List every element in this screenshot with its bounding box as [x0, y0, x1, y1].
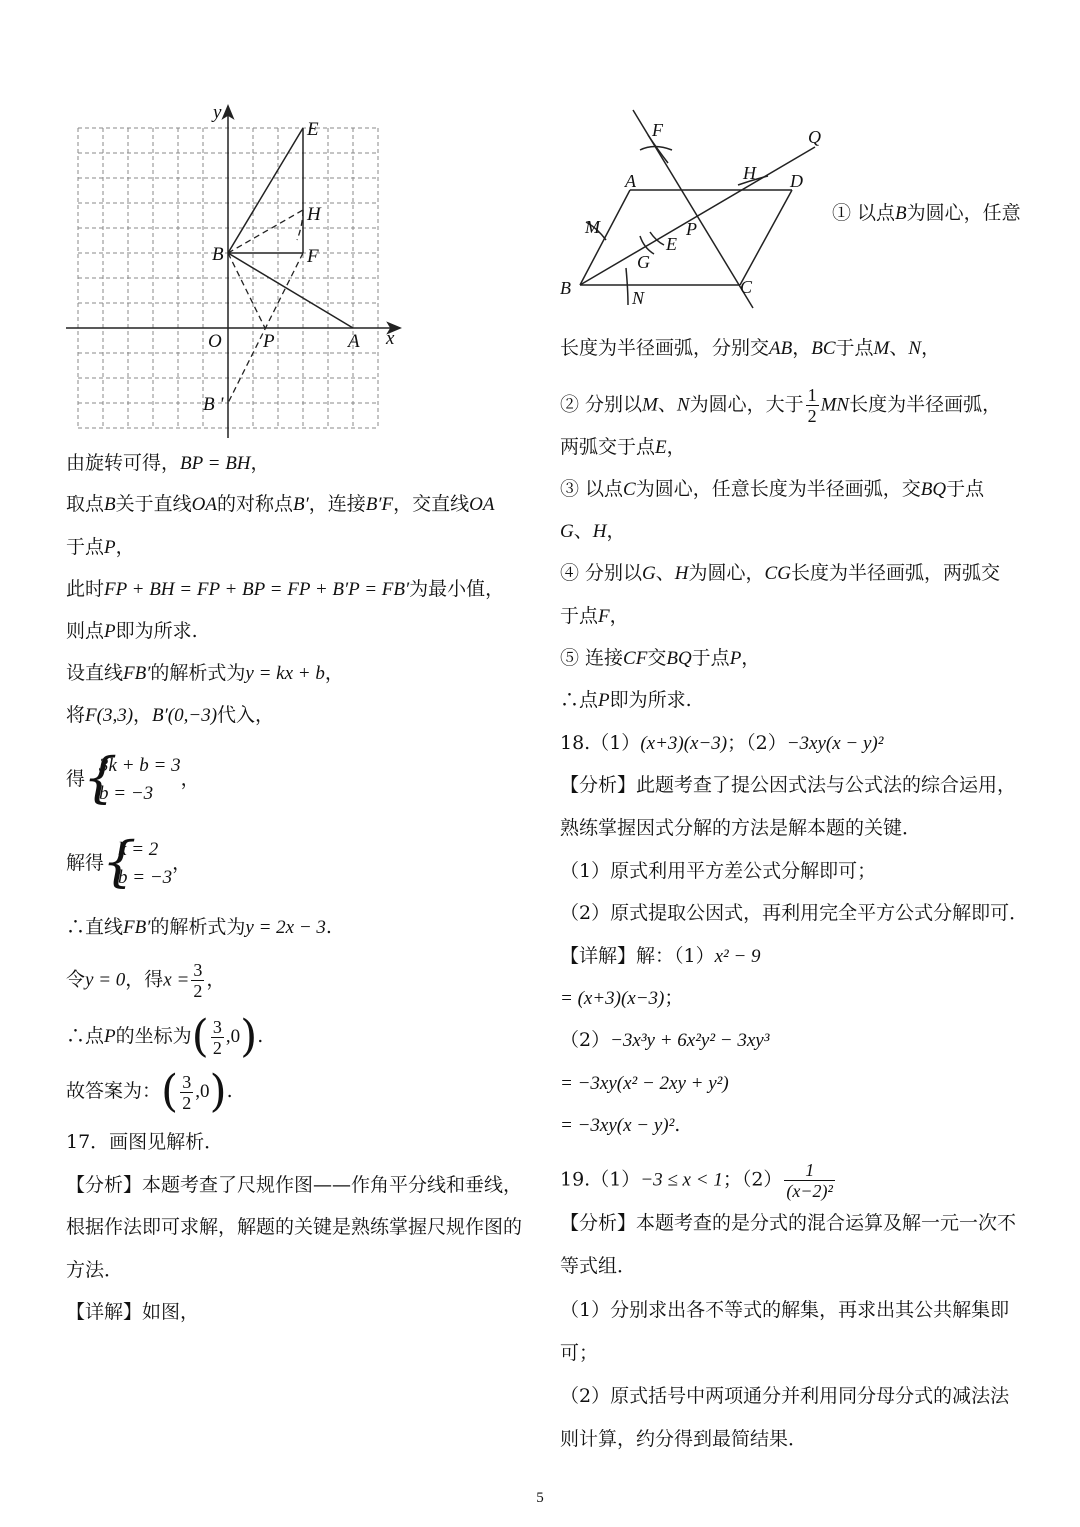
math: BQ [920, 479, 947, 500]
paren: ) [209, 1066, 227, 1117]
math: P [104, 1026, 116, 1047]
math: AB [769, 338, 793, 359]
math: y = kx + b [245, 663, 325, 684]
label-P: P [263, 331, 275, 352]
left-line-15: 【分析】本题考查了尺规作图——作角平分线和垂线， [66, 1174, 523, 1196]
math: P [104, 537, 116, 558]
text: 的解析式为 [150, 662, 246, 684]
text: 、 [573, 520, 593, 542]
label-B: B [212, 244, 224, 265]
text: ， [606, 520, 626, 542]
right-line-8 [560, 646, 760, 671]
right-line-21: 【分析】本题考查的是分式的混合运算及解一元一次不 [560, 1212, 1017, 1234]
math: N [676, 394, 690, 416]
label-A: A [348, 331, 360, 352]
math: P [104, 621, 116, 642]
left-line-10 [66, 915, 332, 940]
page-number: 5 [536, 1490, 544, 1506]
right-line-4 [560, 477, 984, 502]
equation: b = −3 [99, 783, 154, 804]
text: ，得 [125, 968, 164, 991]
label-B: B [560, 278, 571, 298]
text: ④ 分别以 [560, 562, 643, 584]
text: ① 以点 [832, 202, 896, 224]
equation: b = −3 [118, 867, 173, 888]
text: . [226, 1080, 233, 1102]
right-line-16 [560, 986, 683, 1011]
right-line-7 [560, 604, 629, 629]
math: = −3xy(x² − 2xy + y²) [560, 1073, 729, 1094]
text: ， [180, 768, 200, 790]
text: ， [250, 452, 270, 474]
math: x² − 9 [714, 946, 761, 967]
text: ∴点 [66, 1025, 105, 1047]
text: ， [741, 647, 761, 669]
math: x = [163, 969, 190, 991]
parallelogram-construction-figure [550, 100, 840, 315]
left-line-12 [66, 1011, 264, 1062]
text: 将 [66, 704, 86, 726]
math: = −3xy(x − y)² [560, 1115, 675, 1136]
left-line-16: 根据作法即可求解，解题的关键是熟练掌握尺规作图的 [66, 1216, 523, 1238]
label-A: A [625, 171, 636, 191]
text: 由旋转可得， [66, 452, 181, 474]
math: (x+3)(x−3) [640, 733, 728, 754]
text: 于点 [835, 337, 874, 359]
numerator: 1 [784, 1160, 835, 1181]
right-line-5 [560, 519, 626, 544]
dashed-construction [228, 210, 303, 403]
math: BC [811, 338, 836, 359]
math: −3xy(x − y)² [786, 733, 884, 754]
right-line-18 [560, 1071, 729, 1096]
math: ,0 [225, 1026, 241, 1047]
label-D: D [790, 171, 803, 191]
math: M [642, 394, 658, 416]
text: 即为所求. [115, 620, 198, 642]
text: 为最小值， [409, 578, 505, 600]
text: ， [324, 662, 344, 684]
paren: ( [191, 1011, 209, 1062]
text: 18.（1） [560, 732, 641, 754]
fraction [180, 1072, 193, 1113]
math: E [655, 437, 667, 458]
left-line-17: 方法． [66, 1259, 124, 1281]
text: 、 [889, 337, 909, 359]
label-M: M [585, 217, 600, 237]
right-line-24: 可； [560, 1342, 599, 1364]
text: ② 分别以 [560, 393, 643, 416]
text: 长度为半径画弧，分别交 [560, 337, 770, 359]
equation-system [106, 836, 172, 892]
math: B′ [292, 494, 309, 515]
right-line-2 [560, 385, 1001, 426]
label-N: N [632, 288, 645, 308]
math: B [104, 494, 116, 515]
label-F: F [652, 120, 663, 140]
text: 为圆心，大于 [689, 393, 804, 416]
label-F: F [307, 246, 319, 267]
right-line-14: （2）原式提取公因式，再利用完全平方公式分解即可． [560, 902, 1029, 924]
right-line-17 [560, 1028, 769, 1053]
label-C: C [740, 277, 753, 297]
text: ， [133, 704, 153, 726]
left-line-2 [66, 492, 494, 517]
text: 则点 [66, 620, 105, 642]
left-line-13 [66, 1066, 233, 1117]
fraction [191, 960, 204, 1001]
construction-lines [580, 110, 815, 308]
label-G: G [637, 252, 650, 272]
left-line-14: 17．画图见解析． [66, 1131, 224, 1153]
text: . [325, 916, 332, 938]
text: 解得 [66, 852, 105, 874]
math: CG [764, 563, 791, 584]
math: G [560, 521, 574, 542]
numerator: 1 [807, 385, 817, 405]
paren: ) [240, 1011, 258, 1062]
math: CF [623, 648, 648, 669]
text: 得 [66, 768, 86, 790]
text: 故答案为： [66, 1080, 162, 1102]
text: 、 [657, 393, 677, 416]
text: 19.（1） [560, 1168, 641, 1191]
label-x: x [386, 328, 395, 349]
label-y: y [213, 102, 222, 123]
label-H: H [743, 163, 756, 183]
math: FP + BH = FP + BP = FP + B′P = FB′ [104, 579, 410, 600]
fraction [784, 1160, 835, 1201]
math: OA [191, 494, 217, 515]
right-line-13: （1）原式利用平方差公式分解即可； [560, 860, 877, 882]
text: 、 [655, 562, 675, 584]
left-line-1 [66, 451, 270, 476]
numerator: 3 [182, 1071, 192, 1092]
text: 于点 [691, 647, 730, 669]
text: ；（2） [727, 732, 787, 754]
math: FB′ [123, 917, 151, 938]
denominator: 2 [807, 406, 817, 426]
label-B-prime: B ' [203, 394, 224, 415]
text: ， [172, 852, 192, 874]
math: −3x³y + 6x²y² − 3xy³ [610, 1030, 770, 1051]
axes [66, 106, 400, 438]
text: 两弧交于点 [560, 436, 656, 458]
math: G [642, 563, 656, 584]
text: 为圆心，任意 [906, 202, 1021, 224]
left-line-11 [66, 960, 225, 1001]
right-line-23: （1）分别求出各不等式的解集，再求出其公共解集即 [560, 1299, 1010, 1321]
math: F(3,3) [85, 705, 134, 726]
math: FB′ [123, 663, 151, 684]
text: 关于直线 [115, 493, 192, 515]
math: B′F [365, 494, 394, 515]
text: 的对称点 [216, 493, 293, 515]
denominator: 2 [193, 981, 203, 1001]
text: ， [609, 605, 629, 627]
label-E: E [666, 234, 677, 254]
left-line-9-system [66, 836, 191, 892]
text: ，连接 [308, 493, 366, 515]
left-line-5 [66, 619, 198, 644]
math: OA [469, 494, 495, 515]
text: 于点 [946, 478, 985, 500]
text: 交 [647, 647, 667, 669]
text: . [674, 1114, 681, 1136]
right-line-1 [560, 336, 940, 361]
math: F [598, 606, 610, 627]
right-line-11: 【分析】此题考查了提公因式法与公式法的综合运用， [560, 774, 1017, 796]
math: BP = BH [180, 453, 251, 474]
left-line-7 [66, 703, 274, 728]
text: ；（2） [722, 1168, 783, 1191]
text: 为圆心， [688, 562, 765, 584]
right-line-3 [560, 435, 686, 460]
text: ， [921, 337, 941, 359]
text: ， [666, 436, 686, 458]
math: BQ [666, 648, 692, 669]
text: 的解析式为 [150, 916, 246, 938]
text: ∴直线 [66, 916, 124, 938]
math: ,0 [195, 1081, 210, 1102]
text: 代入， [217, 704, 275, 726]
text: ， [115, 536, 135, 558]
text: ， [792, 337, 812, 359]
math: = (x+3)(x−3) [560, 988, 665, 1009]
math: C [623, 479, 636, 500]
equation: { 3k + b = 3 [99, 755, 181, 776]
text: 长度为半径画弧， [849, 393, 1002, 416]
text: ∴点 [560, 689, 599, 711]
text: 的坐标为 [115, 1025, 192, 1047]
text: （2） [560, 1029, 611, 1051]
math: H [674, 563, 689, 584]
math: y = 0 [85, 969, 126, 991]
label-P: P [686, 219, 697, 239]
left-line-4 [66, 577, 504, 602]
text: 于点 [560, 605, 599, 627]
math: M [873, 338, 890, 359]
text: ； [664, 987, 684, 1009]
numerator: 3 [212, 1016, 222, 1037]
text: 令 [66, 968, 86, 991]
coordinate-grid-figure [60, 95, 410, 445]
math: H [592, 521, 607, 542]
right-line-25: （2）原式括号中两项通分并利用同分母分式的减法法 [560, 1385, 1010, 1407]
text: 即为所求. [609, 689, 692, 711]
right-line-19 [560, 1113, 680, 1138]
label-O: O [208, 331, 222, 352]
math: P [598, 690, 610, 711]
numerator: 3 [193, 960, 203, 980]
math: MN [820, 394, 850, 416]
right-line-10 [560, 731, 883, 756]
math: P [729, 648, 742, 669]
right-line-20 [560, 1160, 837, 1201]
equation: { k = 2 [118, 839, 159, 860]
denominator: 2 [182, 1092, 192, 1113]
math: B [895, 203, 907, 224]
right-line-15 [560, 944, 761, 969]
text: 此时 [66, 578, 105, 600]
math: y = 2x − 3 [245, 917, 326, 938]
text: ⑤ 连接 [560, 647, 624, 669]
text: ，交直线 [393, 493, 470, 515]
text: 为圆心，任意长度为半径画弧，交 [635, 478, 921, 500]
label-H: H [307, 204, 321, 225]
text: 于点 [66, 536, 105, 558]
right-line-0 [832, 201, 1021, 226]
label-E: E [307, 119, 319, 140]
text: ， [206, 968, 226, 991]
right-line-6 [560, 561, 1000, 586]
denominator: (x−2)² [786, 1181, 833, 1201]
text: ③ 以点 [560, 478, 624, 500]
math: B′(0,−3) [152, 705, 218, 726]
text: 取点 [66, 493, 105, 515]
fraction [211, 1017, 224, 1058]
fraction [806, 385, 819, 426]
denominator: 2 [212, 1037, 222, 1058]
left-line-3 [66, 535, 135, 560]
text: 长度为半径画弧，两弧交 [790, 562, 1000, 584]
paren: ( [161, 1066, 179, 1117]
label-Q: Q [808, 127, 821, 147]
left-line-6 [66, 661, 344, 686]
left-line-18: 【详解】如图， [66, 1301, 200, 1323]
text: 设直线 [66, 662, 124, 684]
text: . [257, 1025, 264, 1047]
right-line-9 [560, 688, 692, 713]
math: N [908, 338, 922, 359]
text: 【详解】解：（1） [560, 945, 715, 967]
right-line-12: 熟练掌握因式分解的方法是解本题的关键． [560, 817, 922, 839]
left-line-8-system [66, 752, 200, 808]
equation-system [87, 752, 181, 808]
right-line-26: 则计算，约分得到最简结果． [560, 1428, 808, 1450]
right-line-22: 等式组． [560, 1255, 637, 1277]
math: −3 ≤ x < 1 [640, 1169, 723, 1191]
